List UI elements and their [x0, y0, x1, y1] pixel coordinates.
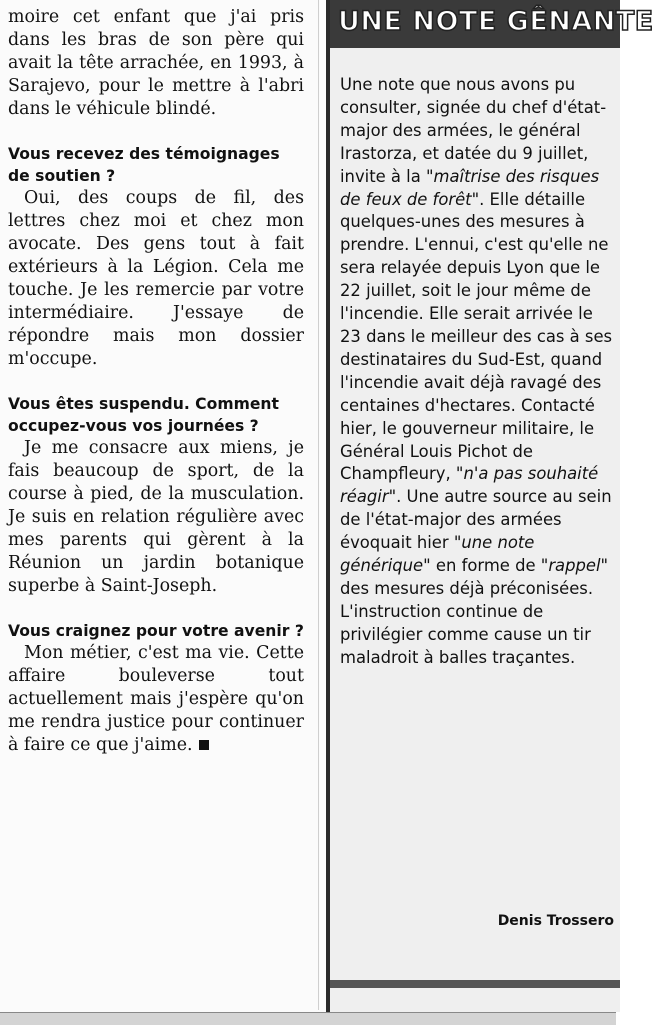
sidebar-text-4: en forme de [430, 556, 541, 576]
author-signature: Denis Trossero [497, 913, 614, 929]
page-bottom-band [0, 1012, 616, 1025]
sidebar-header [330, 0, 654, 48]
answer-1: Oui, des coups de fil, des lettres chez moi et chez mon avocate. Des gens tout à fait extérieurs à la Légion. Cela me touche. Je les remercie par votre intermédiaire. J'essaye de répondre mais mon dossier m'occupe. [8, 188, 304, 369]
sidebar-quote-4: "rappel" [540, 556, 609, 576]
answer-3 [8, 642, 304, 757]
sidebar-quote-1: "maîtrise des risques de feux de forêt" [340, 166, 600, 209]
sidebar-box [326, 0, 654, 1012]
sidebar-quote-2: "n'a pas souhaité réagir" [340, 464, 599, 507]
sidebar-quote-3: "une note générique" [340, 533, 535, 576]
sidebar-text-1: Une note que nous avons pu consulter, signée du chef d'état-major des armées, le général Irastorza, et datée du 9 juillet, invite à la [340, 75, 607, 186]
intro-paragraph: moire cet enfant que j'ai pris dans les bras de son père qui avait la tête arrachée, en 1993, à Sarajevo, pour le mettre à l'abri dans le véhicule blindé. [8, 7, 304, 119]
answer-3-text: Mon métier, c'est ma vie. Cette affaire bouleverse tout actuellement mais j'espère qu'on me rendra justice pour continuer à faire ce que j'aime. [8, 643, 304, 755]
question-2: Vous êtes suspendu. Comment occupez-vous vos journées ? [8, 395, 279, 435]
end-of-article-mark [199, 740, 209, 750]
sidebar-title: UNE NOTE GÊNANTE [338, 6, 654, 37]
question-1: Vous recevez des témoignages de soutien ? [8, 145, 280, 185]
column-divider [318, 0, 319, 1010]
sidebar-text-2: . Elle détaille quelques-unes des mesures à prendre. L'ennui, c'est qu'elle ne sera relayée depuis Lyon que le 22 juillet, soit le jour même de l'incendie. Elle serait arrivée le 23 dans le meilleur des cas à ses destinataires du Sud-Est, quand l'incendie avait déjà ravagé des centaines d'hectares. Contacté hier, le gouverneur militaire, le Général Louis Pichot de Champfleury, [340, 189, 613, 484]
question-3: Vous craignez pour votre avenir ? [8, 622, 304, 640]
interview-column [8, 6, 304, 757]
sidebar-body [340, 74, 614, 670]
sidebar-footer-bar [330, 980, 620, 988]
sidebar-text-5: des mesures déjà préconisées. L'instruction continue de privilégier comme cause un tir maladroit à balles traçantes. [340, 578, 594, 667]
answer-2: Je me consacre aux miens, je fais beaucoup de sport, de la course à pied, de la musculation. Je suis en relation régulière avec mes parents qui gèrent à la Réunion un jardin botanique superbe à Saint-Joseph. [8, 438, 304, 596]
sidebar-text-3: . Une autre source au sein de l'état-major des armées évoquait hier [340, 487, 612, 553]
